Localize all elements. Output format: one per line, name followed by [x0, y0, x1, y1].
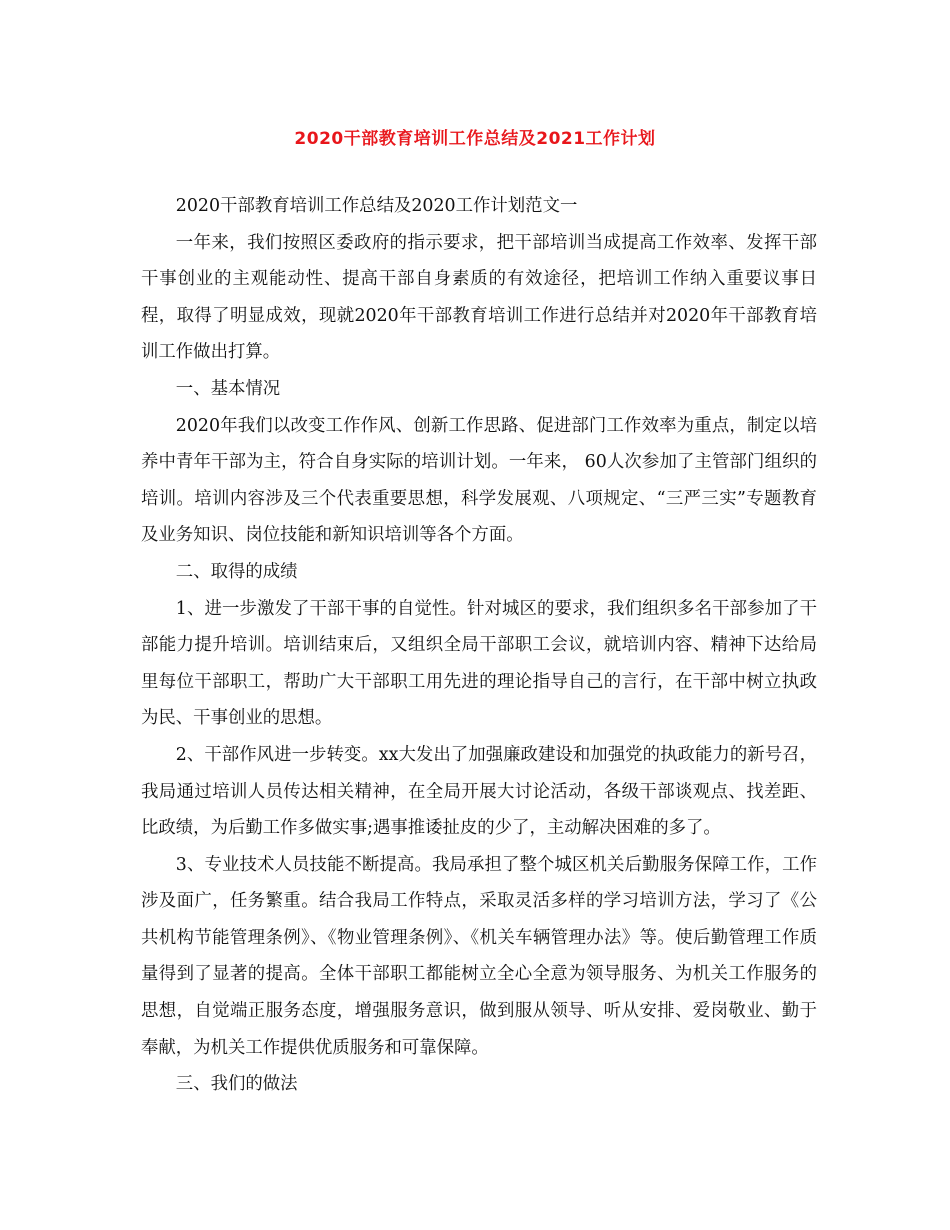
- document-title: 2020干部教育培训工作总结及2021工作计划: [294, 129, 656, 149]
- paragraph-achievement-2: 2、干部作风进一步转变。xx大发出了加强廉政建设和加强党的执政能力的新号召，我局通过培训人员传达相关精神，在全局开展大讨论活动，各级干部谈观点、找差距、比政绩，为后勤工作多做实事;遇事推诿扯皮的少了，主动解决困难的多了。: [141, 744, 817, 839]
- section-heading-our-practices: 三、我们的做法: [175, 1074, 298, 1095]
- paragraph-achievement-1: 1、进一步激发了干部干事的自觉性。针对城区的要求，我们组织多名干部参加了干部能力提升培训。培训结束后，又组织全局干部职工会议，就培训内容、精神下达给局里每位干部职工，帮助广大干部职工用先进的理论指导自己的言行，在干部中树立执政为民、干事创业的思想。: [141, 598, 817, 729]
- paragraph-intro: 一年来，我们按照区委政府的指示要求，把干部培训当成提高工作效率、发挥干部干事创业的主观能动性、提高干部自身素质的有效途径，把培训工作纳入重要议事日程，取得了明显成效，现就2020年干部教育培训工作进行总结并对2020年干部教育培训工作做出打算。: [141, 232, 817, 363]
- paragraph-basic-situation: 2020年我们以改变工作作风、创新工作思路、促进部门工作效率为重点，制定以培养中青年干部为主，符合自身实际的培训计划。一年来， 60人次参加了主管部门组织的培训。培训内容涉及三个代表重要思想，科学发展观、八项规定、“三严三实”专题教育及业务知识、岗位技能和新知识培训等各个方面。: [141, 415, 817, 546]
- document-body: [141, 188, 817, 1103]
- paragraph-subtitle: 2020干部教育培训工作总结及2020工作计划范文一: [175, 196, 578, 216]
- paragraph-achievement-3: 3、专业技术人员技能不断提高。我局承担了整个城区机关后勤服务保障工作，工作涉及面广，任务繁重。结合我局工作特点，采取灵活多样的学习培训方法，学习了《公共机构节能管理条例》、《物业管理条例》、《机关车辆管理办法》等。使后勤管理工作质量得到了显著的提高。全体干部职工都能树立全心全意为领导服务、为机关工作服务的思想，自觉端正服务态度，增强服务意识，做到服从领导、听从安排、爱岗敬业、勤于奉献，为机关工作提供优质服务和可靠保障。: [141, 854, 817, 1058]
- section-heading-basic-situation: 一、基本情况: [175, 378, 281, 399]
- section-heading-achievements: 二、取得的成绩: [175, 561, 298, 582]
